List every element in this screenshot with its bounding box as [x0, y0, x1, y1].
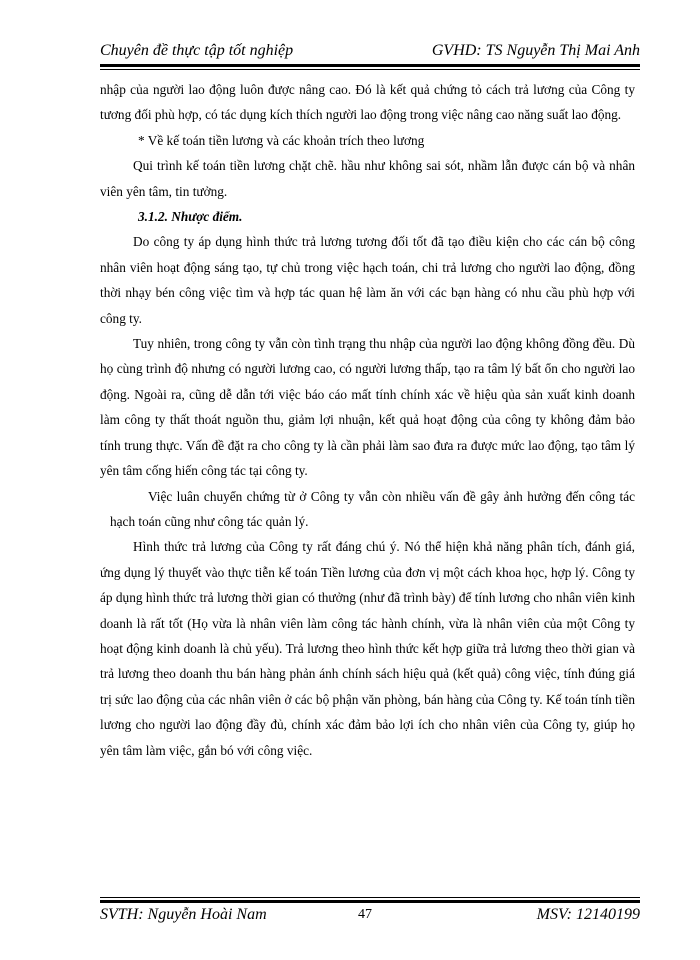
paragraph-income-inequality: Tuy nhiên, trong công ty vẫn còn tình trạng thu nhập của người lao động không đồng đều. Dù họ cùng trình độ nhưng có người lương cao, có người lương thấp, tạo ra tâm lý bất ổn cho người lao động. Ngoài ra, cũng dễ dẫn tới việc báo cáo mất tính chính xác về hiệu qủa sản xuất kinh doanh làm công ty thất thoát nguồn thu, giảm lợi nhuận, kết quả hoạt động của công ty không đảm bảo tính trung thực. Vấn đề đặt ra cho công ty là cần phải làm sao đưa ra được mức lao động, tạo tâm lý yên tâm cống hiến công tác tại công ty.: [100, 336, 635, 479]
paragraph-accounting-process: Qui trình kế toán tiền lương chặt chẽ. hầu như không sai sót, nhầm lẫn được cán bộ và nhân viên yên tâm, tin tưởng.: [100, 158, 635, 199]
bullet-accounting-note: * Về kế toán tiền lương và các khoản trích theo lương: [138, 132, 425, 148]
footer-student: SVTH: Nguyễn Hoài Nam: [100, 906, 267, 923]
header-rule-thick: [100, 64, 640, 67]
section-heading-weaknesses: 3.1.2. Nhược điểm.: [138, 209, 243, 225]
footer-rule-thin: [100, 897, 640, 898]
header-advisor: GVHD: TS Nguyễn Thị Mai Anh: [431, 42, 640, 59]
paragraph-payment-method: Hình thức trả lương của Công ty rất đáng chú ý. Nó thể hiện khả năng phân tích, đánh giá, ứng dụng lý thuyết vào thực tiễn kế toán Tiền lương của đơn vị một cách khoa học, hợp lý. Công ty áp dụng hình thức trả lương thời gian có thưởng (như đã trình bày) để tính lương cho nhân viên kinh doanh là rất tốt (Họ vừa là nhân viên làm công tác hành chính, vừa là nhân viên của một Công ty hoạt động kinh doanh là chủ yếu). Trả lương theo hình thức kết hợp giữa trả lương theo thời gian và trả lương theo doanh thu bán hàng phản ánh chính sách hiệu quả (kết quả) công việc, tính đúng giá trị sức lao động của các nhân viên ở các bộ phận văn phòng, bán hàng của Công ty. Kế toán tính tiền lương cho người lao động đầy đủ, chính xác đảm bảo lợi ích cho nhân viên của Công ty, giúp họ yên tâm làm việc, gắn bó với công việc.: [100, 539, 635, 758]
document-body: [100, 77, 635, 763]
paragraph-weakness-intro: Do công ty áp dụng hình thức trả lương tương đối tốt đã tạo điều kiện cho các cán bộ công nhân viên hoạt động sáng tạo, tự chủ trong việc hạch toán, chi trả lương cho người lao động, đồng thời nhạy bén công việc tìm và hợp tác quan hệ làm ăn với các bạn hàng có nhu cầu phù hợp với công ty.: [100, 234, 635, 326]
paragraph-document-flow: Việc luân chuyển chứng từ ở Công ty vẫn còn nhiều vấn đề gây ảnh hưởng đến công tác hạch toán cũng như công tác quản lý.: [110, 488, 635, 529]
page-header: [100, 40, 640, 62]
header-rule-thin: [100, 69, 640, 70]
footer-rule-thick: [100, 900, 640, 903]
footer-student-id: MSV: 12140199: [536, 906, 640, 923]
page-number: 47: [358, 907, 372, 922]
header-course-title: Chuyên đề thực tập tốt nghiệp: [100, 42, 294, 59]
paragraph-continuation: nhập của người lao động luôn được nâng cao. Đó là kết quả chứng tỏ cách trả lương của Công ty tương đối phù hợp, có tác dụng kích thích người lao động trong việc nâng cao năng suất lao động.: [100, 82, 635, 123]
page-footer: [100, 904, 640, 926]
